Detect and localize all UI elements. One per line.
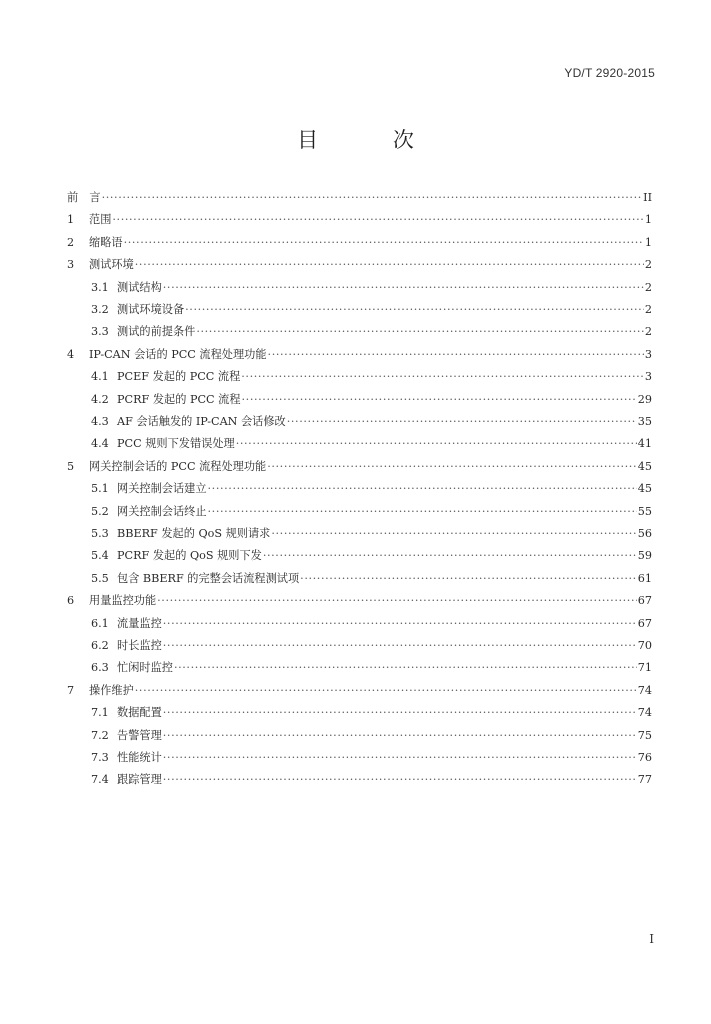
toc-entry-number: 4 xyxy=(67,347,75,361)
toc-entry-number: 6.2 xyxy=(91,639,109,652)
toc-dot-leader xyxy=(287,414,637,430)
toc-entry-number: 6.1 xyxy=(91,616,109,630)
toc-entry[interactable] xyxy=(91,638,652,654)
toc-entry-page: 2 xyxy=(644,303,652,316)
toc-entry[interactable] xyxy=(91,481,652,497)
toc-dot-leader xyxy=(241,369,644,385)
toc-entry-page: 59 xyxy=(637,549,652,563)
toc-entry-page: 2 xyxy=(644,325,652,339)
toc-entry-page: 2 xyxy=(644,280,652,294)
toc-dot-leader xyxy=(163,638,637,654)
toc-dot-leader xyxy=(208,481,637,497)
toc-entry-number: 5.3 xyxy=(91,527,109,540)
toc-dot-leader xyxy=(124,235,644,251)
toc-entry-page: 29 xyxy=(637,392,652,406)
toc-entry[interactable] xyxy=(91,616,652,632)
toc-dot-leader xyxy=(242,392,637,408)
toc-entry-number: 5.4 xyxy=(91,549,109,563)
toc-entry-page: 3 xyxy=(644,370,652,384)
page-number: I xyxy=(649,932,654,946)
toc-entry[interactable] xyxy=(67,212,652,228)
toc-entry-page: 45 xyxy=(637,459,652,473)
toc-entry-label: 跟踪管理 xyxy=(117,773,162,787)
toc-entry[interactable] xyxy=(91,750,652,766)
toc-entry-page: 71 xyxy=(637,661,652,675)
toc-entry-label: 网关控制会话终止 xyxy=(117,504,207,518)
toc-dot-leader xyxy=(163,616,637,632)
toc-entry[interactable] xyxy=(91,414,652,430)
toc-dot-leader xyxy=(112,212,643,228)
toc-entry[interactable] xyxy=(91,392,652,408)
toc-entry-label: 测试环境 xyxy=(89,258,134,272)
toc-entry-page: 74 xyxy=(637,683,652,697)
toc-entry-label: 缩略语 xyxy=(89,235,123,249)
toc-entry-page: 35 xyxy=(637,415,652,428)
toc-entry[interactable] xyxy=(67,190,652,206)
toc-entry-label: 时长监控 xyxy=(117,639,162,652)
toc-entry-page: 45 xyxy=(637,482,652,496)
toc-entry-page: 77 xyxy=(637,773,652,787)
toc-entry[interactable] xyxy=(91,728,652,744)
toc-entry-number: 4.4 xyxy=(91,437,109,451)
toc-dot-leader xyxy=(236,436,637,452)
toc-dot-leader xyxy=(163,728,637,744)
toc-entry-label: 范围 xyxy=(89,213,112,227)
toc-entry[interactable] xyxy=(91,660,652,676)
toc-entry-number: 3 xyxy=(67,258,75,272)
toc-entry-number: 7 xyxy=(67,683,75,697)
toc-entry-label: 性能统计 xyxy=(117,751,162,764)
toc-entry[interactable] xyxy=(67,683,652,699)
toc-entry-number: 6 xyxy=(67,594,75,608)
toc-dot-leader xyxy=(157,593,637,609)
toc-entry-number: 4.2 xyxy=(91,392,109,406)
toc-entry-label: 流量监控 xyxy=(117,616,162,630)
standard-code: YD/T 2920-2015 xyxy=(564,66,655,80)
toc-dot-leader xyxy=(102,190,643,206)
toc-entry-number: 6.3 xyxy=(91,661,109,675)
toc-entry[interactable] xyxy=(91,772,652,788)
toc-entry-label: 网关控制会话建立 xyxy=(117,482,207,496)
toc-entry-label: PCRF 发起的 PCC 流程 xyxy=(117,392,241,406)
toc-entry-number: 7.4 xyxy=(91,773,109,787)
toc-dot-leader xyxy=(163,280,644,296)
toc-entry-page: 76 xyxy=(637,751,652,764)
toc-entry-page: 75 xyxy=(637,728,652,742)
toc-entry-number: 5.2 xyxy=(91,504,109,518)
toc-entry-number: 3.1 xyxy=(91,280,109,294)
toc-entry-number: 7.3 xyxy=(91,751,109,764)
toc-entry-page: 1 xyxy=(644,213,652,227)
toc-entry-number: 4.3 xyxy=(91,415,109,428)
toc-dot-leader xyxy=(300,571,637,587)
toc-entry-number: 5.1 xyxy=(91,482,109,496)
toc-entry-label: PCRF 发起的 QoS 规则下发 xyxy=(117,549,262,563)
toc-entry[interactable] xyxy=(91,324,652,340)
toc-entry-page: 74 xyxy=(637,706,652,720)
toc-entry-label: 数据配置 xyxy=(117,706,162,720)
toc-entry-number: 7.2 xyxy=(91,728,109,742)
page-title: 目 次 xyxy=(297,128,448,152)
toc-entry-label: PCEF 发起的 PCC 流程 xyxy=(117,370,241,384)
toc-entry-label: 忙闲时监控 xyxy=(117,661,173,675)
toc-entry-page: 2 xyxy=(644,258,652,272)
toc-entry-label: 操作维护 xyxy=(89,683,134,697)
toc-entry-page: 70 xyxy=(637,639,652,652)
toc-entry-number: 4.1 xyxy=(91,370,109,384)
toc-dot-leader xyxy=(163,705,637,721)
toc-entry-page: 3 xyxy=(644,347,652,361)
toc-entry-label: AF 会话触发的 IP-CAN 会话修改 xyxy=(117,415,286,428)
toc-entry-number: 7.1 xyxy=(91,706,109,720)
toc-entry-label: 告警管理 xyxy=(117,728,162,742)
toc-entry[interactable] xyxy=(91,504,652,520)
toc-entry[interactable] xyxy=(91,526,652,542)
toc-entry-page: 41 xyxy=(637,437,652,451)
toc-dot-leader xyxy=(163,750,637,766)
toc-entry-label: 用量监控功能 xyxy=(89,594,157,608)
toc-dot-leader xyxy=(196,324,644,340)
toc-entry-label: 测试结构 xyxy=(117,280,162,294)
toc-entry-page: 56 xyxy=(637,527,652,540)
toc-entry-label: 测试环境设备 xyxy=(117,303,185,316)
toc-entry[interactable] xyxy=(91,548,652,564)
toc-entry[interactable] xyxy=(91,280,652,296)
toc-entry-number: 3.2 xyxy=(91,303,109,316)
toc-dot-leader xyxy=(271,526,636,542)
toc-entry[interactable] xyxy=(67,257,652,273)
toc-entry-page: 61 xyxy=(637,571,652,585)
toc-entry-number: 5.5 xyxy=(91,571,109,585)
toc-dot-leader xyxy=(263,548,637,564)
toc-dot-leader xyxy=(208,504,637,520)
toc-dot-leader xyxy=(174,660,637,676)
toc-entry-page: 1 xyxy=(644,235,652,249)
toc-entry[interactable] xyxy=(91,571,652,587)
toc-entry[interactable] xyxy=(67,593,652,609)
toc-entry-label: PCC 规则下发错误处理 xyxy=(117,437,235,451)
toc-dot-leader xyxy=(267,459,637,475)
toc-entry[interactable] xyxy=(91,705,652,721)
toc-entry-label: 前 言 xyxy=(67,191,101,204)
toc-entry-number: 2 xyxy=(67,235,75,249)
toc-entry-page: 67 xyxy=(637,594,652,608)
toc-entry-label: IP-CAN 会话的 PCC 流程处理功能 xyxy=(89,347,267,361)
toc-entry-label: BBERF 发起的 QoS 规则请求 xyxy=(117,527,271,540)
toc-entry-page: 67 xyxy=(637,616,652,630)
toc-entry[interactable] xyxy=(67,459,652,475)
toc-entry[interactable] xyxy=(67,235,652,251)
toc-dot-leader xyxy=(135,257,644,273)
toc-entry-page: 55 xyxy=(637,504,652,518)
toc-entry-number: 5 xyxy=(67,459,75,473)
toc-entry-label: 测试的前提条件 xyxy=(117,325,196,339)
toc-dot-leader xyxy=(163,772,637,788)
toc-entry-number: 1 xyxy=(67,213,75,227)
toc-entry[interactable] xyxy=(91,369,652,385)
toc-entry[interactable] xyxy=(67,347,652,363)
toc-entry-label: 包含 BBERF 的完整会话流程测试项 xyxy=(117,571,300,585)
toc-entry-number: 3.3 xyxy=(91,325,109,339)
toc-dot-leader xyxy=(185,302,644,318)
toc-entry-label: 网关控制会话的 PCC 流程处理功能 xyxy=(89,459,267,473)
toc-entry-page: II xyxy=(643,191,652,204)
toc-entry[interactable] xyxy=(91,302,652,318)
toc-dot-leader xyxy=(268,347,644,363)
toc-entry[interactable] xyxy=(91,436,652,452)
toc-dot-leader xyxy=(135,683,637,699)
